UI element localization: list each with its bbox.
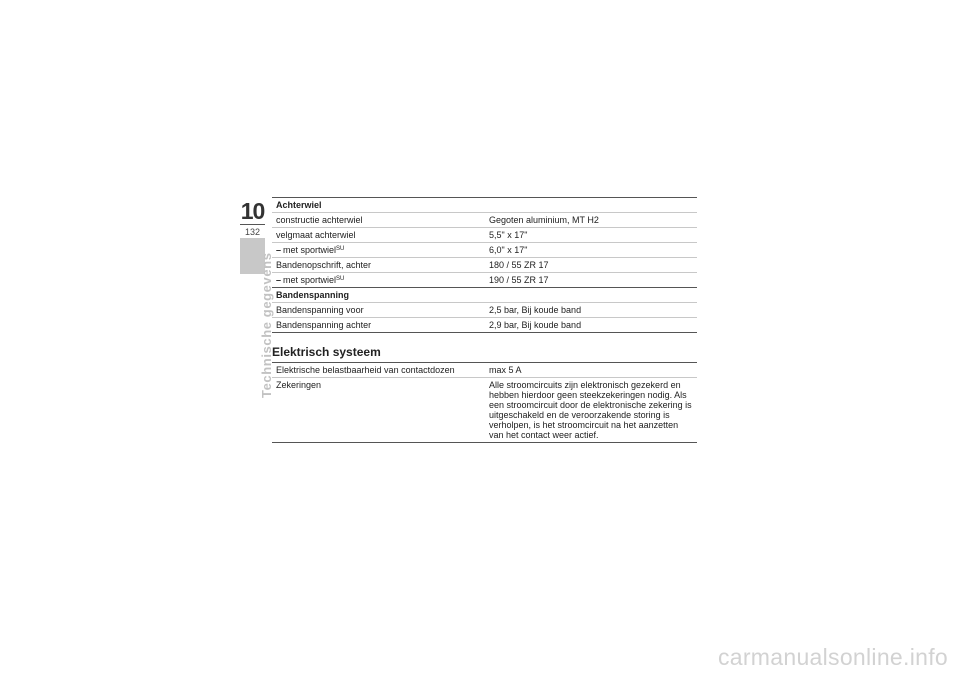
spec-value: 180 / 55 ZR 17 bbox=[485, 258, 697, 273]
page-number: 132 bbox=[244, 227, 261, 237]
table-row bbox=[272, 273, 697, 288]
spec-table-wheels bbox=[272, 197, 697, 333]
spec-value: Gegoten aluminium, MT H2 bbox=[485, 213, 697, 228]
spec-label: Elektrische belastbaarheid van contactdozen bbox=[272, 363, 485, 378]
table-row bbox=[272, 303, 697, 318]
spec-value: max 5 A bbox=[485, 363, 697, 378]
spec-label: Zekeringen bbox=[272, 378, 485, 443]
chapter-marker bbox=[240, 199, 265, 237]
spec-label-option bbox=[272, 243, 485, 258]
table-row bbox=[272, 243, 697, 258]
spec-label-text: met sportwiel bbox=[283, 245, 337, 255]
table-row bbox=[272, 213, 697, 228]
spec-label-option bbox=[272, 273, 485, 288]
section-heading-tire-pressure: Bandenspanning bbox=[272, 288, 697, 303]
spec-label: Bandenspanning achter bbox=[272, 318, 485, 333]
chapter-rule bbox=[240, 224, 265, 225]
table-row bbox=[272, 258, 697, 273]
spec-content bbox=[272, 197, 697, 443]
section-heading-electrical: Elektrisch systeem bbox=[272, 345, 381, 359]
chapter-title: Technische gegevens bbox=[259, 252, 274, 398]
spec-label: constructie achterwiel bbox=[272, 213, 485, 228]
spec-value: 6,0" x 17" bbox=[485, 243, 697, 258]
spec-value: 2,9 bar, Bij koude band bbox=[485, 318, 697, 333]
section-row-rear-wheel bbox=[272, 198, 697, 213]
chapter-number: 10 bbox=[240, 198, 265, 224]
spec-value: 5,5" x 17" bbox=[485, 228, 697, 243]
table-row bbox=[272, 363, 697, 378]
spec-label: Bandenspanning voor bbox=[272, 303, 485, 318]
option-code: SU bbox=[336, 246, 345, 252]
watermark: carmanualsonline.info bbox=[717, 644, 948, 670]
section-row-tire-pressure bbox=[272, 288, 697, 303]
dash-marker: – bbox=[276, 275, 282, 285]
spec-value: 2,5 bar, Bij koude band bbox=[485, 303, 697, 318]
spec-value: Alle stroomcircuits zijn elektronisch gezekerd en hebben hierdoor geen steekzekeringen nodig. Als een stroomcircuit door de elektronische zekering is uitgeschakeld en de veroorzakende storing is verholpen, is het stroomcircuit na het aanzetten van het contact weer actief. bbox=[485, 378, 697, 443]
table-row bbox=[272, 228, 697, 243]
spec-label-text: met sportwiel bbox=[283, 275, 337, 285]
section-heading-rear-wheel: Achterwiel bbox=[272, 198, 697, 213]
spec-table-electrical bbox=[272, 362, 697, 443]
spec-label: velgmaat achterwiel bbox=[272, 228, 485, 243]
dash-marker: – bbox=[276, 245, 282, 255]
spec-value: 190 / 55 ZR 17 bbox=[485, 273, 697, 288]
table-row bbox=[272, 318, 697, 333]
table-row bbox=[272, 378, 697, 443]
option-code: SU bbox=[336, 276, 345, 282]
spec-label: Bandenopschrift, achter bbox=[272, 258, 485, 273]
